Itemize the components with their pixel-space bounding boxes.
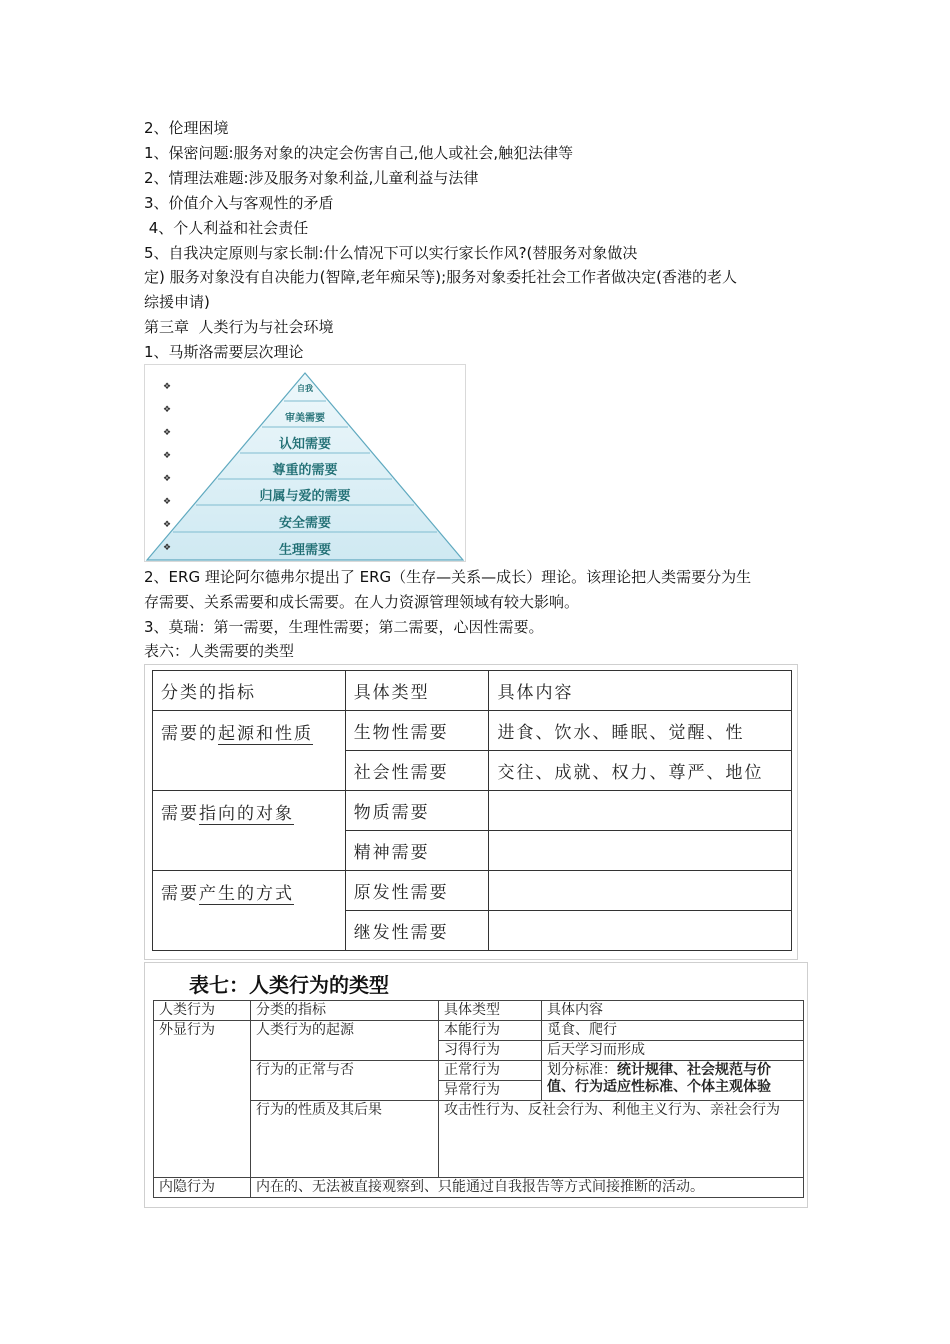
text-line: 2、伦理困境: [144, 119, 229, 137]
content-cell: 觅食、爬行: [542, 1021, 804, 1041]
pyramid-level: 审美需要: [285, 413, 325, 424]
text-line: 2、ERG 理论阿尔德弗尔提出了 ERG（生存—关系—成长）理论。该理论把人类需要分为生: [144, 568, 752, 586]
content-cell: 交往、成就、权力、尊严、地位: [489, 751, 792, 791]
text-line: 3、莫瑞：第一需要，生理性需要；第二需要，心因性需要。: [144, 618, 544, 636]
table-row: [153, 871, 792, 911]
table-row: [154, 1021, 804, 1041]
behavior-type-table-image: [144, 962, 808, 1208]
table-header: 具体类型: [345, 671, 489, 711]
type-cell: 物质需要: [345, 791, 489, 831]
pyramid-level: 安全需要: [278, 516, 331, 531]
indicator-text: 需要的: [161, 724, 218, 744]
table-header: 具体内容: [542, 1001, 804, 1021]
table-row: [153, 711, 792, 751]
type-cell: 正常行为: [439, 1061, 542, 1081]
table-header-row: [154, 1001, 804, 1021]
table-row: [154, 1061, 804, 1081]
content-cell: [489, 831, 792, 871]
content-cell: 后天学习而形成: [542, 1041, 804, 1061]
indicator-cell: 行为的正常与否: [251, 1061, 439, 1101]
content-cell: [542, 1061, 804, 1101]
behavior-type-table: [153, 1000, 804, 1198]
behavior-cell: 内隐行为: [154, 1178, 251, 1198]
bullet-icon: ❖: [163, 451, 172, 461]
criteria-text: 统计规律、社会规范与价: [617, 1062, 771, 1078]
indicator-cell: [153, 871, 346, 951]
text-line: 1、保密问题:服务对象的决定会伤害自己,他人或社会,触犯法律等: [144, 144, 574, 162]
bullet-icon: ❖: [163, 497, 172, 507]
table-header: 分类的指标: [251, 1001, 439, 1021]
bullet-icon: ❖: [163, 474, 172, 484]
text-line: 3、价值介入与客观性的矛盾: [144, 194, 334, 212]
needs-type-table-image: [144, 664, 798, 960]
pyramid-level: 自我: [297, 384, 313, 393]
maslow-pyramid-figure: [144, 364, 466, 562]
table-header: 分类的指标: [153, 671, 346, 711]
content-cell: 攻击性行为、反社会行为、利他主义行为、亲社会行为: [439, 1101, 804, 1144]
indicator-cell: [153, 791, 346, 871]
criteria-text: 值、行为适应性标准、个体主观体验: [547, 1079, 771, 1095]
indicator-cell: 人类行为的起源: [251, 1021, 439, 1061]
type-cell: 继发性需要: [345, 911, 489, 951]
bullet-icon: ❖: [163, 543, 172, 553]
content-cell: 内在的、无法被直接观察到、只能通过自我报告等方式间接推断的活动。: [251, 1178, 804, 1198]
type-cell: 生物性需要: [345, 711, 489, 751]
indicator-text: 需要: [161, 804, 199, 824]
bullet-icon: ❖: [163, 428, 172, 438]
indicator-underlined: 起源和性质: [218, 724, 313, 744]
content-cell: [489, 791, 792, 831]
type-cell: 原发性需要: [345, 871, 489, 911]
type-cell: 社会性需要: [345, 751, 489, 791]
empty-cell: [439, 1143, 804, 1178]
text-line: 1、马斯洛需要层次理论: [144, 343, 304, 361]
content-cell: [489, 911, 792, 951]
indicator-underlined: 指向的对象: [199, 804, 294, 824]
indicator-text: 需要: [161, 884, 199, 904]
text-line: 5、自我决定原则与家长制:什么情况下可以实行家长作风?(替服务对象做决: [144, 244, 638, 262]
text-line: 2、情理法难题:涉及服务对象利益,儿童利益与法律: [144, 169, 479, 187]
content-cell: 进食、饮水、睡眠、觉醒、性: [489, 711, 792, 751]
indicator-cell: [153, 711, 346, 791]
pyramid-level: 认知需要: [278, 437, 331, 452]
text-line: 4、个人利益和社会责任: [144, 219, 309, 237]
table-row: [154, 1101, 804, 1144]
pyramid-level: 生理需要: [278, 543, 331, 558]
type-cell: 精神需要: [345, 831, 489, 871]
type-cell: 习得行为: [439, 1041, 542, 1061]
text-line: 定) 服务对象没有自决能力(智障,老年痴呆等);服务对象委托社会工作者做决定(香港的老人: [144, 268, 738, 286]
text-line: 综援申请): [144, 293, 210, 311]
chapter-heading: 第三章 人类行为与社会环境: [144, 318, 334, 336]
table-header-row: [153, 671, 792, 711]
table-caption: 表六：人类需要的类型: [144, 642, 295, 660]
indicator-cell: 行为的性质及其后果: [251, 1101, 439, 1178]
bullet-icon: ❖: [163, 520, 172, 530]
behavior-cell: 外显行为: [154, 1021, 251, 1178]
type-cell: 异常行为: [439, 1081, 542, 1101]
table-header: 人类行为: [154, 1001, 251, 1021]
pyramid-level: 尊重的需要: [272, 463, 338, 478]
type-cell: 本能行为: [439, 1021, 542, 1041]
indicator-underlined: 产生的方式: [199, 884, 294, 904]
needs-type-table: [152, 670, 792, 951]
bullet-icon: ❖: [163, 382, 172, 392]
text-line: 存需要、关系需要和成长需要。在人力资源管理领域有较大影响。: [144, 593, 580, 611]
bullet-icon: ❖: [163, 405, 172, 415]
content-cell: [489, 871, 792, 911]
table-header: 具体内容: [489, 671, 792, 711]
table-row: [154, 1178, 804, 1198]
criteria-label: 划分标准：: [547, 1062, 617, 1078]
pyramid-level: 归属与爱的需要: [259, 489, 351, 504]
table-header: 具体类型: [439, 1001, 542, 1021]
table-row: [153, 791, 792, 831]
table-title: 表七：人类行为的类型: [189, 973, 389, 997]
